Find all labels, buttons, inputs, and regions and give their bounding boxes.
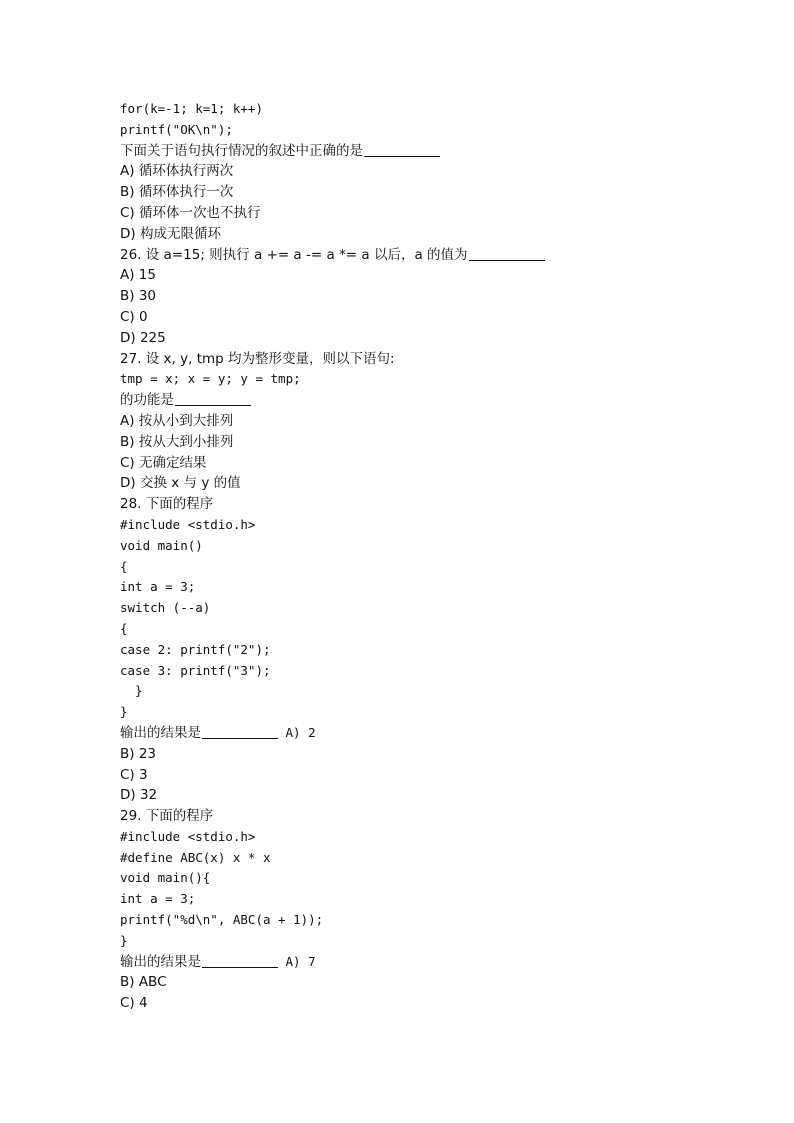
line-text: B) 23 xyxy=(120,745,156,762)
line-text: A) 15 xyxy=(120,267,156,284)
code-line xyxy=(120,369,740,390)
line-text: printf("%d\n", ABC(a + 1)); xyxy=(120,912,324,928)
line-text: case 3: printf("3"); xyxy=(120,662,271,678)
code-line xyxy=(120,889,740,910)
code-line xyxy=(120,577,740,598)
text-line xyxy=(120,265,740,286)
line-text: 输出的结果是 xyxy=(120,724,201,741)
code-line xyxy=(120,557,740,578)
line-text: } xyxy=(120,932,128,948)
line-text: D) 构成无限循环 xyxy=(120,225,221,242)
code-line xyxy=(120,681,740,702)
text-line xyxy=(120,161,740,182)
line-text: int a = 3; xyxy=(120,891,196,907)
code-line xyxy=(120,661,740,682)
text-line xyxy=(120,432,740,453)
line-text: C) 0 xyxy=(120,308,148,325)
code-line xyxy=(120,910,740,931)
line-text: C) 无确定结果 xyxy=(120,454,207,471)
line-text: A) 按从小到大排列 xyxy=(120,412,234,429)
code-line xyxy=(120,536,740,557)
line-text: { xyxy=(120,558,128,574)
text-line xyxy=(120,307,740,328)
line-text: 输出的结果是 xyxy=(120,953,201,970)
text-line xyxy=(120,182,740,203)
code-line xyxy=(120,598,740,619)
line-text: switch (--a) xyxy=(120,600,211,616)
line-text: 27. 设 x, y, tmp 均为整形变量，则以下语句: xyxy=(120,350,395,367)
text-line xyxy=(120,765,740,786)
answer-blank xyxy=(469,246,545,261)
text-line xyxy=(120,744,740,765)
text-line xyxy=(120,203,740,224)
line-text: D) 交换 x 与 y 的值 xyxy=(120,475,241,492)
text-line xyxy=(120,141,740,162)
line-text: void main(){ xyxy=(120,870,211,886)
line-text: for(k=-1; k=1; k++) xyxy=(120,101,263,116)
text-line xyxy=(120,806,740,827)
text-line xyxy=(120,494,740,515)
line-text: B) ABC xyxy=(120,974,167,991)
line-text: B) 30 xyxy=(120,288,156,305)
text-line xyxy=(120,245,740,266)
line-text: 29. 下面的程序 xyxy=(120,808,214,825)
answer-blank xyxy=(202,953,278,968)
line-text: #include <stdio.h> xyxy=(120,828,256,844)
line-text: tmp = x; x = y; y = tmp; xyxy=(120,371,301,387)
code-line xyxy=(120,640,740,661)
code-line xyxy=(120,931,740,952)
line-text: 26. 设 a=15; 则执行 a += a -= a *= a 以后，a 的值为 xyxy=(120,246,468,263)
text-line xyxy=(120,349,740,370)
line-text: A) 循环体执行两次 xyxy=(120,163,234,180)
code-line xyxy=(120,99,740,120)
text-line xyxy=(120,286,740,307)
line-text: 的功能是 xyxy=(120,392,174,409)
code-line xyxy=(120,619,740,640)
line-text: B) 按从大到小排列 xyxy=(120,433,234,450)
text-line xyxy=(120,473,740,494)
line-text: } xyxy=(120,683,143,699)
text-line xyxy=(120,952,740,973)
line-text: #define ABC(x) x * x xyxy=(120,849,271,865)
line-text: int a = 3; xyxy=(120,579,196,595)
line-text: D) 32 xyxy=(120,787,158,804)
code-line xyxy=(120,515,740,536)
text-line xyxy=(120,723,740,744)
line-text: 下面关于语句执行情况的叙述中正确的是 xyxy=(120,142,363,159)
line-text: case 2: printf("2"); xyxy=(120,641,271,657)
line-text: printf("OK\n"); xyxy=(120,121,233,137)
line-text: { xyxy=(120,620,128,636)
line-text: C) 4 xyxy=(120,995,148,1012)
code-line xyxy=(120,827,740,848)
answer-blank xyxy=(364,142,440,157)
code-line xyxy=(120,848,740,869)
text-line xyxy=(120,390,740,411)
line-text: 28. 下面的程序 xyxy=(120,496,214,513)
line-text: C) 3 xyxy=(120,766,148,783)
text-line xyxy=(120,993,740,1014)
code-line xyxy=(120,868,740,889)
exam-text-body xyxy=(120,99,740,1014)
line-text: } xyxy=(120,704,128,720)
line-text: B) 循环体执行一次 xyxy=(120,184,234,201)
answer-blank xyxy=(175,391,251,406)
line-text: C) 循环体一次也不执行 xyxy=(120,204,261,221)
line-text: void main() xyxy=(120,537,203,553)
text-line xyxy=(120,328,740,349)
text-line xyxy=(120,453,740,474)
text-line xyxy=(120,224,740,245)
answer-blank xyxy=(202,724,278,739)
line-text: D) 225 xyxy=(120,329,166,346)
code-line xyxy=(120,120,740,141)
text-line xyxy=(120,785,740,806)
option-after-blank: A) 7 xyxy=(278,953,316,969)
option-after-blank: A) 2 xyxy=(278,724,316,740)
text-line xyxy=(120,972,740,993)
line-text: #include <stdio.h> xyxy=(120,516,256,532)
code-line xyxy=(120,702,740,723)
text-line xyxy=(120,411,740,432)
